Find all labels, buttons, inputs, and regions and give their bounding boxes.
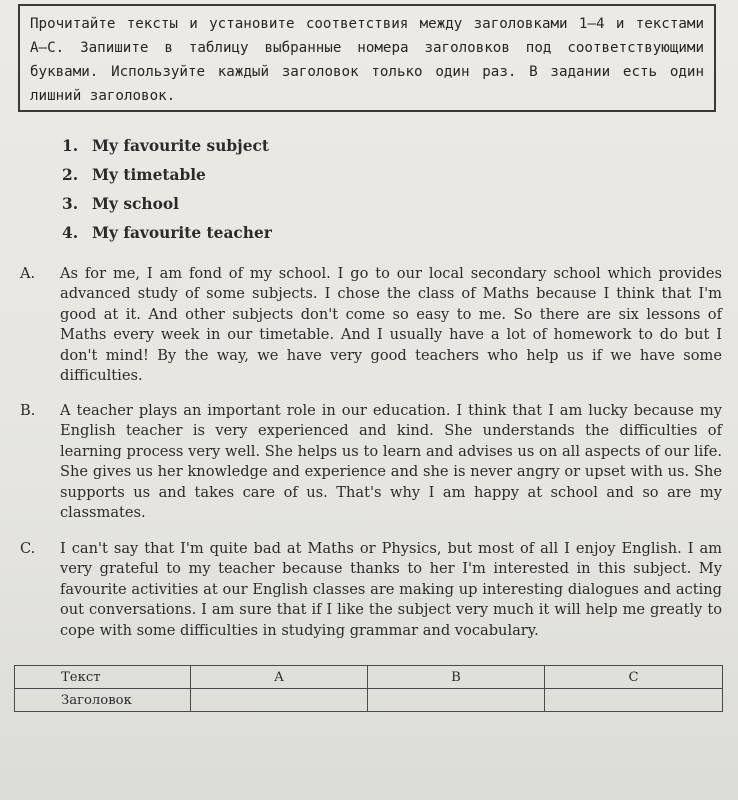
heading-number: 2. xyxy=(62,166,79,184)
text-block-b xyxy=(20,401,722,523)
text-letter: B. xyxy=(20,402,36,419)
table-header-b: B xyxy=(368,666,545,689)
answer-cell-c[interactable] xyxy=(545,689,723,712)
table-row xyxy=(15,666,723,689)
table-label-heading: Заголовок xyxy=(15,689,191,712)
text-body: I can't say that I'm quite bad at Maths or Physics, but most of all I enjoy English. I am very grateful to my teacher because thanks to her I'm interested in this subject. My favourite activities at our English classes are making up interesting dialogues and acting out conversations. I am sure that if I like the subject very much it will help me greatly to cope with some difficulties in studying grammar and vocabulary. xyxy=(60,540,722,639)
headings-list xyxy=(62,136,272,252)
table-row xyxy=(15,689,723,712)
text-block-a xyxy=(20,264,722,386)
table-header-text: Текст xyxy=(15,666,191,689)
text-body: As for me, I am fond of my school. I go to our local secondary school which provides advanced study of some subjects. I chose the class of Maths because I think that I'm good at it. And other subjects don't come so easy to me. So there are six lessons of Maths every week in our timetable. And I usually have a lot of homework to do but I don't mind! By the way, we have very good teachers who help us if we have some difficulties. xyxy=(60,265,722,385)
instruction-box xyxy=(18,4,716,112)
text-block-c xyxy=(20,539,722,641)
instruction-text: Прочитайте тексты и установите соответствия между заголовками 1–4 и текстами A–C. Запишите в таблицу выбранные номера заголовков под соответствующими буквами. Используйте каждый заголовок только один раз. В задании есть один лишний заголовок. xyxy=(30,16,704,104)
text-letter: A. xyxy=(20,265,36,282)
heading-item xyxy=(62,136,272,165)
heading-label: My favourite teacher xyxy=(92,224,272,242)
text-body: A teacher plays an important role in our education. I think that I am lucky because my English teacher is very experienced and kind. She understands the difficulties of learning process very well. She helps us to learn and advises us on all aspects of our life. She gives us her knowledge and experience and she is never angry or upset with us. She supports us and takes care of us. That's why I am happy at school and so are my classmates. xyxy=(60,402,722,522)
heading-item xyxy=(62,165,272,194)
heading-number: 1. xyxy=(62,137,79,155)
answer-cell-b[interactable] xyxy=(368,689,545,712)
table-header-c: C xyxy=(545,666,723,689)
heading-number: 3. xyxy=(62,195,79,213)
answer-cell-a[interactable] xyxy=(191,689,368,712)
table-header-a: A xyxy=(191,666,368,689)
heading-label: My favourite subject xyxy=(92,137,269,155)
heading-label: My school xyxy=(92,195,179,213)
heading-label: My timetable xyxy=(92,166,206,184)
heading-item xyxy=(62,223,272,252)
heading-number: 4. xyxy=(62,224,79,242)
text-letter: C. xyxy=(20,540,36,557)
heading-item xyxy=(62,194,272,223)
answer-table xyxy=(14,665,723,712)
